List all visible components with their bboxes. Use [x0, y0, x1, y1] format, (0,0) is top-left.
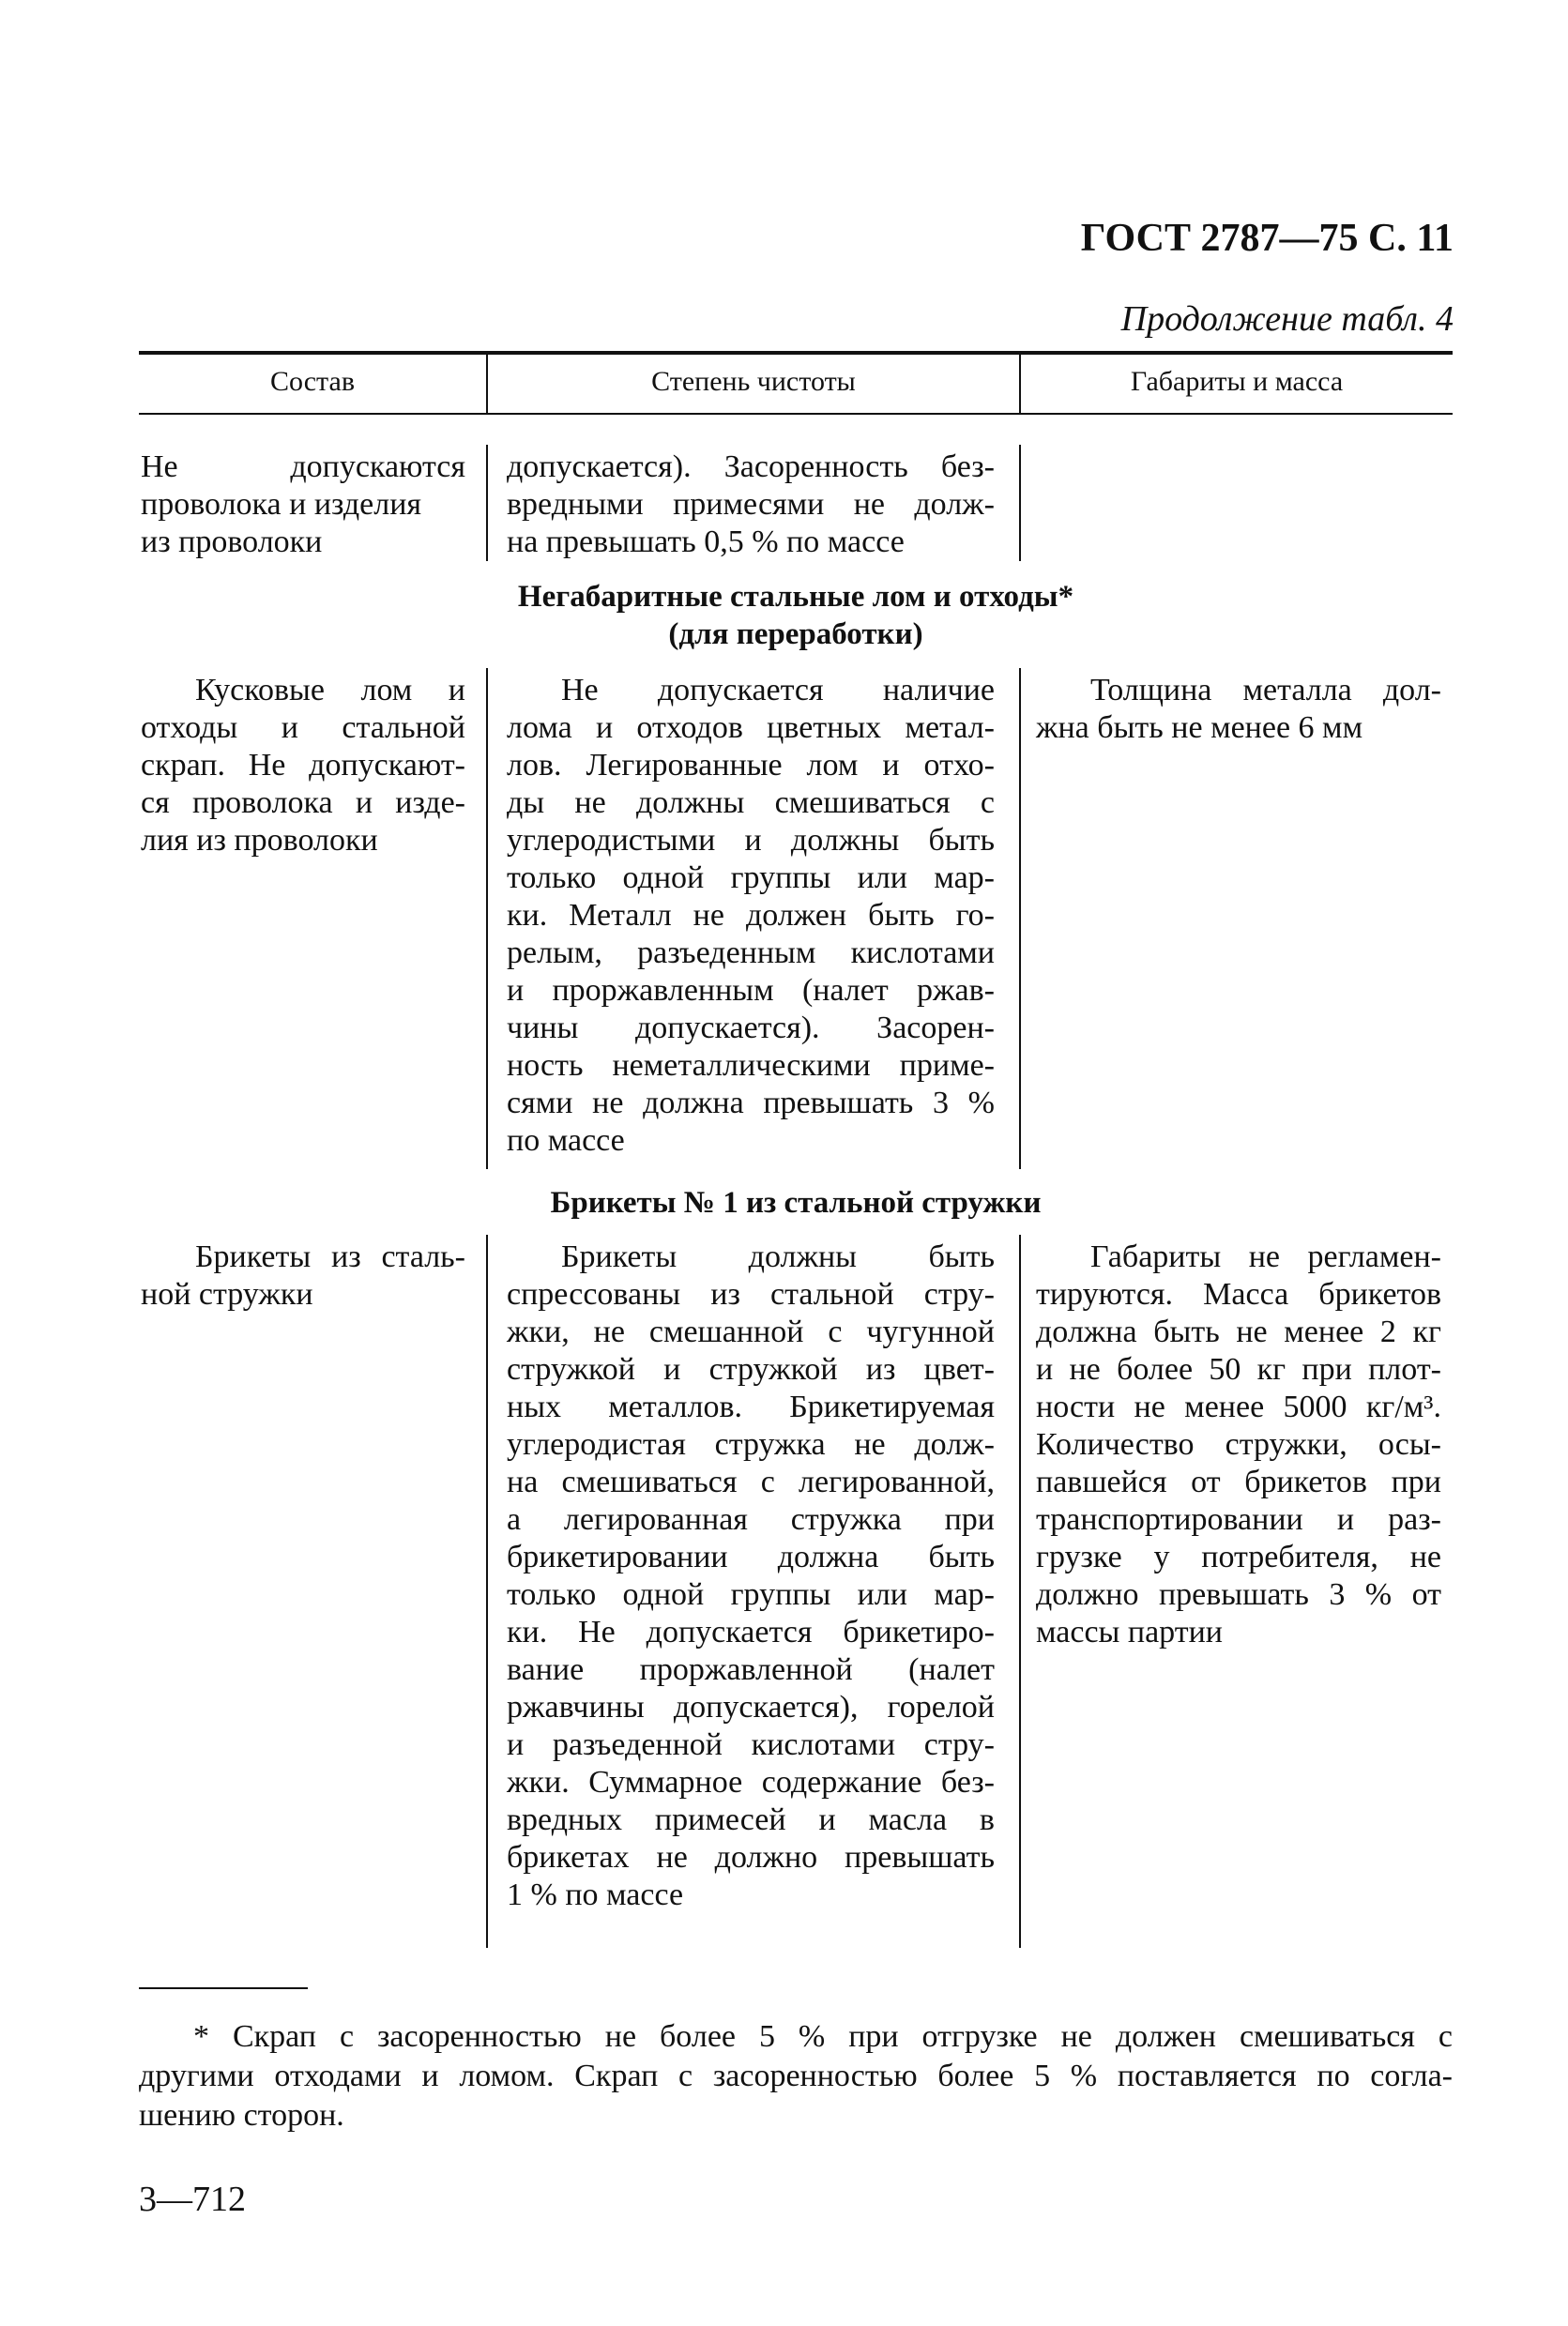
text-line: чины допускается). Засорен- [507, 1011, 995, 1045]
text-line: по массе [507, 1123, 625, 1158]
text-line: а легированная стружка при [507, 1502, 995, 1537]
text-line: должно превышать 3 % от [1036, 1577, 1441, 1612]
text-line: Габариты не регламен- [1090, 1239, 1441, 1274]
text-line: ной стружки [141, 1277, 313, 1312]
footnote-rule [139, 1987, 308, 1989]
footnote [139, 2017, 1453, 2136]
column-header-dimensions: Габариты и масса [1130, 366, 1344, 397]
text-line: вредных примесей и масла в [507, 1802, 995, 1837]
row2-cleanliness [507, 1239, 995, 1914]
text-line: Не допускаются [141, 449, 465, 484]
text-line: только одной группы или мар- [507, 860, 995, 895]
text-line: лов. Легированные лом и отхо- [507, 748, 995, 783]
table-top-rule [139, 351, 1453, 355]
text-line: на смешиваться с легированной, [507, 1465, 995, 1499]
row2-dimensions [1036, 1239, 1441, 1651]
footnote-line: шению сторон. [139, 2098, 344, 2133]
text-line: углеродистыми и должны быть [507, 823, 995, 858]
text-line: павшейся от брикетов при [1036, 1465, 1441, 1499]
text-line: лия из проволоки [141, 823, 378, 858]
text-line: ки. Не допускается брикетиро- [507, 1615, 995, 1649]
text-line: допускается). Засоренность без- [507, 449, 995, 484]
column-header-composition: Состав [269, 366, 356, 397]
text-line: должна быть не менее 2 кг [1036, 1315, 1441, 1349]
text-line: жна быть не менее 6 мм [1036, 710, 1363, 745]
text-line: ржавчины допускается), горелой [507, 1690, 995, 1725]
row2-divider-2 [1019, 1235, 1021, 1948]
row1-divider-2 [1019, 668, 1021, 1169]
row2-divider-1 [486, 1235, 488, 1948]
footnote-line: другими отходами и ломом. Скрап с засоренностью более 5 % поставляется по согла- [139, 2059, 1453, 2093]
text-line: тируются. Масса брикетов [1036, 1277, 1441, 1312]
section-heading-line: Негабаритные стальные лом и отходы* [517, 580, 1074, 614]
table-continuation-label: Продолжение табл. 4 [1120, 299, 1454, 339]
text-line: Брикеты должны быть [561, 1239, 995, 1274]
section-heading-line: (для переработки) [668, 617, 923, 651]
text-line: ды не должны смешиваться с [507, 785, 995, 820]
text-line: грузке у потребителя, не [1036, 1540, 1441, 1574]
section-heading-oversize [139, 578, 1453, 653]
text-line: массы партии [1036, 1615, 1223, 1649]
row1-cleanliness [507, 672, 995, 1160]
row1-divider-1 [486, 668, 488, 1169]
text-line: Количество стружки, осы- [1036, 1427, 1441, 1462]
row0-divider-2 [1019, 445, 1021, 561]
text-line: на превышать 0,5 % по массе [507, 524, 905, 559]
text-line: Не допускается наличие [561, 673, 995, 707]
row1-dimensions [1036, 672, 1441, 747]
text-line: стружкой и стружкой из цвет- [507, 1352, 995, 1387]
text-line: и разъеденной кислотами стру- [507, 1727, 995, 1762]
text-line: релым, разъеденным кислотами [507, 935, 995, 970]
table-header-rule [139, 413, 1453, 415]
text-line: отходы и стальной [141, 710, 465, 745]
row0-cleanliness [507, 448, 995, 561]
text-line: вредными примесями не долж- [507, 487, 995, 522]
text-line: и проржавленным (налет ржав- [507, 973, 995, 1008]
text-line: жки. Суммарное содержание без- [507, 1765, 995, 1800]
text-line: проволока и изделия [141, 487, 422, 522]
text-line: ки. Металл не должен быть го- [507, 898, 995, 933]
text-line: сями не должна превышать 3 % [507, 1086, 995, 1120]
text-line: ся проволока и изде- [141, 785, 465, 820]
row0-composition [141, 448, 465, 561]
text-line: углеродистая стружка не долж- [507, 1427, 995, 1462]
text-line: лома и отходов цветных метал- [507, 710, 995, 745]
text-line: 1 % по массе [507, 1878, 684, 1912]
column-header-cleanliness: Степень чистоты [651, 366, 856, 397]
text-line: ных металлов. Брикетируемая [507, 1390, 995, 1424]
text-line: скрап. Не допускают- [141, 748, 465, 783]
text-line: брикетах не должно превышать [507, 1840, 995, 1875]
text-line: Толщина металла дол- [1090, 673, 1441, 707]
text-line: Кусковые лом и [195, 673, 465, 707]
text-line: ность неметаллическими приме- [507, 1048, 995, 1083]
page-title: ГОСТ 2787—75 С. 11 [1080, 217, 1454, 260]
page-number: 3—712 [139, 2180, 246, 2219]
text-line: и не более 50 кг при плот- [1036, 1352, 1441, 1387]
text-line: брикетировании должна быть [507, 1540, 995, 1574]
row0-divider-1 [486, 445, 488, 561]
row2-composition [141, 1239, 465, 1314]
text-line: спрессованы из стальной стру- [507, 1277, 995, 1312]
text-line: транспортировании и раз- [1036, 1502, 1441, 1537]
text-line: ности не менее 5000 кг/м³. [1036, 1390, 1441, 1424]
text-line: Брикеты из сталь- [195, 1239, 465, 1274]
text-line: из проволоки [141, 524, 323, 559]
text-line: вание проржавленной (налет [507, 1652, 995, 1687]
footnote-line: * Скрап с засоренностью не более 5 % при отгрузке не должен смешиваться с [193, 2019, 1453, 2054]
text-line: только одной группы или мар- [507, 1577, 995, 1612]
section-heading-briquettes: Брикеты № 1 из стальной стружки [550, 1186, 1042, 1220]
row1-composition [141, 672, 465, 859]
text-line: жки, не смешанной с чугунной [507, 1315, 995, 1349]
